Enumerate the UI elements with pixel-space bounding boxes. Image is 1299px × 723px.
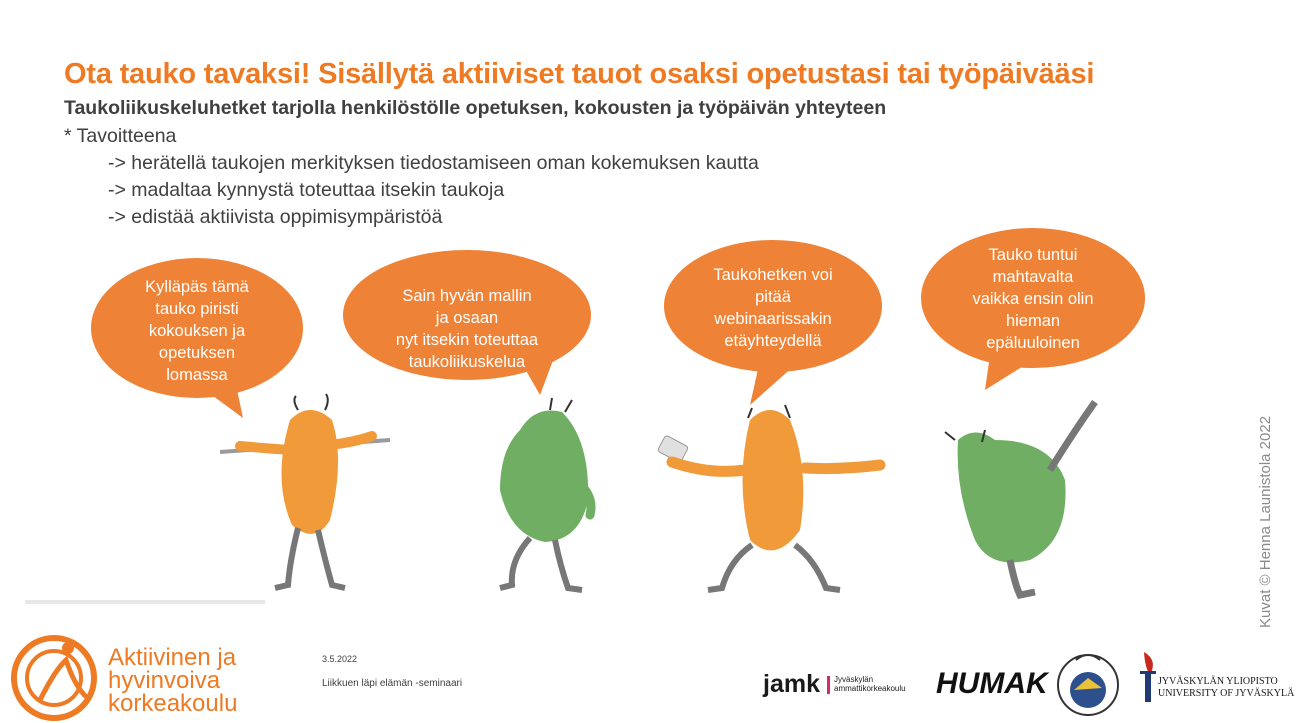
jamk-divider: [827, 676, 830, 694]
aktiivinen-logo-icon: [14, 638, 94, 718]
bubble-text-3: Taukohetken voi pitää webinaarissakin etäyhteydellä: [713, 266, 833, 350]
goal-item-1: -> herätellä taukojen merkityksen tiedostamiseen oman kokemuksen kautta: [108, 152, 759, 174]
goals-heading: * Tavoitteena: [64, 125, 177, 147]
brand-name: Aktiivinen ja hyvinvoiva korkeakoulu: [108, 644, 238, 717]
jamk-logo: jamk: [763, 670, 820, 698]
slide-subtitle: Taukoliikuskeluhetket tarjolla henkilöstölle opetuksen, kokousten ja työpäivän yhteyteen: [64, 97, 887, 119]
slide-title: Ota tauko tavaksi! Sisällytä aktiiviset tauot osaksi opetustasi tai työpäivääsi: [64, 58, 1095, 90]
humak-logo: HUMAK: [936, 667, 1048, 700]
goal-item-2: -> madaltaa kynnystä toteuttaa itsekin taukoja: [108, 179, 505, 201]
character-orange-phone: [657, 405, 880, 590]
floor-shadow: [25, 600, 265, 604]
university-seal-icon: [1058, 655, 1118, 715]
bubble-text-2: Sain hyvän mallin ja osaan nyt itsekin toteuttaa taukoliikuskelua: [395, 287, 539, 371]
jyu-torch-icon: [1140, 652, 1156, 702]
character-orange-bar: [220, 394, 390, 588]
character-green-1: [500, 398, 591, 590]
jyu-logo-line1: JYVÄSKYLÄN YLIOPISTO: [1158, 676, 1278, 687]
jamk-logo-subtitle: Jyväskylän ammattikorkeakoulu: [834, 675, 906, 693]
photo-credit: Kuvat © Henna Launistola 2022: [1257, 415, 1274, 628]
bubble-text-1: Kylläpäs tämä tauko piristi kokouksen ja opetuksen lomassa: [145, 278, 249, 384]
character-green-2: [945, 402, 1095, 595]
goal-item-3: -> edistää aktiivista oppimisympäristöä: [108, 206, 443, 228]
jyu-logo-line2: UNIVERSITY OF JYVÄSKYLÄ: [1158, 688, 1295, 699]
footer-event: Liikkuen läpi elämän -seminaari: [322, 678, 463, 689]
bubble-text-4: Tauko tuntui mahtavalta vaikka ensin olin hieman epäluuloinen: [972, 246, 1094, 352]
footer-date: 3.5.2022: [322, 654, 358, 664]
